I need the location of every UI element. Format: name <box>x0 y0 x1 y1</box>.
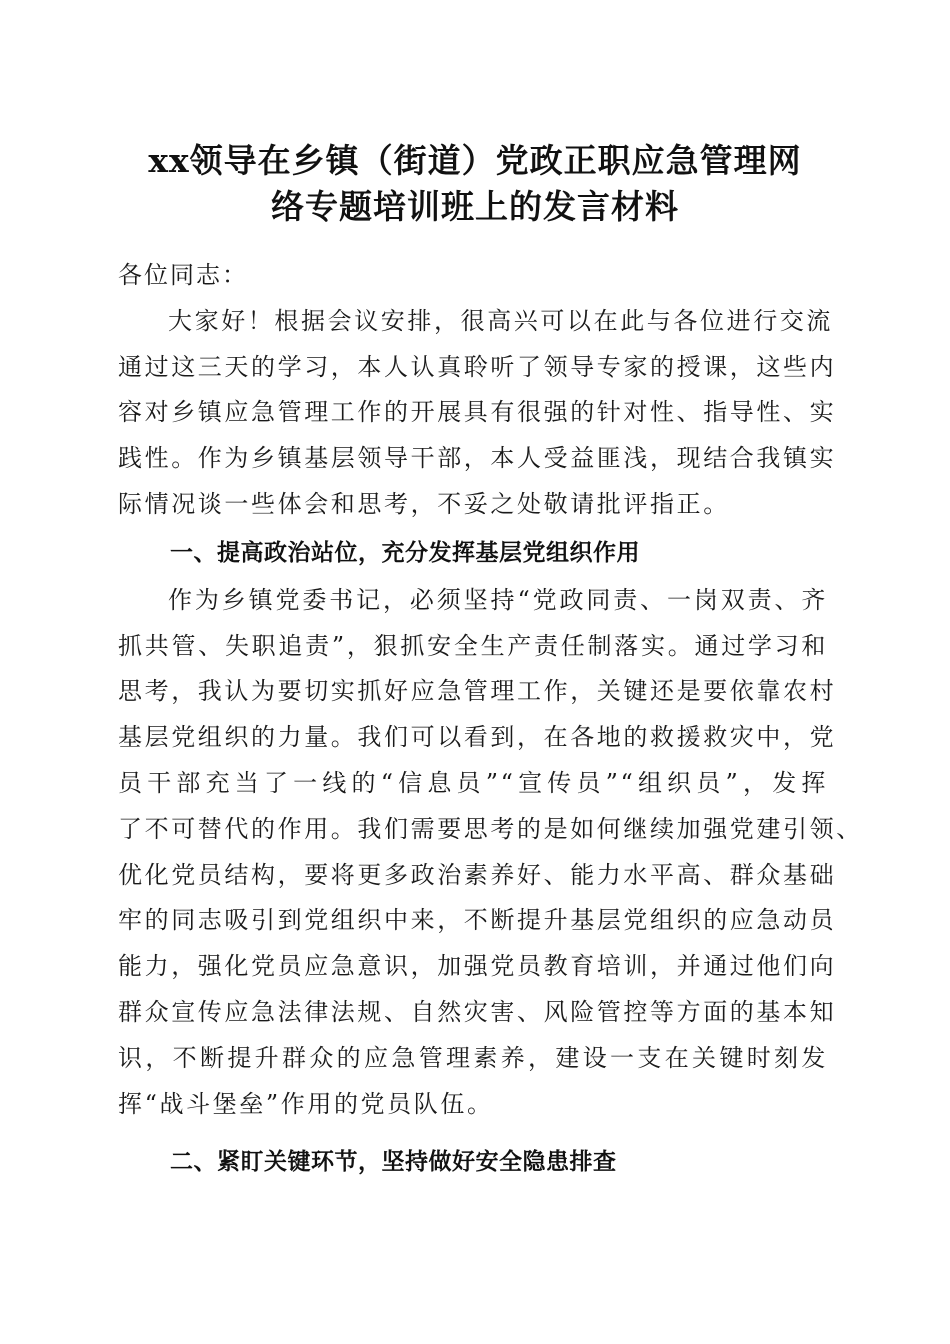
intro-paragraph <box>118 299 837 528</box>
section-1-line: 基层党组织的力量。我们可以看到，在各地的救援救灾中，党 <box>118 723 837 752</box>
section-1-line: 牢的同志吸引到党组织中来，不断提升基层党组织的应急动员 <box>118 906 837 935</box>
section-1-line: 能力，强化党员应急意识，加强党员教育培训，并通过他们向 <box>118 952 837 981</box>
intro-line: 践性。作为乡镇基层领导干部，本人受益匪浅，现结合我镇实 <box>118 444 837 473</box>
greeting: 各位同志： <box>118 261 248 289</box>
section-1-line: 思考，我认为要切实抓好应急管理工作，关键还是要依靠农村 <box>118 677 837 706</box>
section-1-line: 群众宣传应急法律法规、自然灾害、风险管控等方面的基本知 <box>118 997 837 1026</box>
document-body <box>118 253 863 1187</box>
section-1-line: 员干部充当了一线的“信息员”“宣传员”“组织员”，发挥 <box>118 768 828 797</box>
section-1-line: 抓共管、失职追责”，狠抓安全生产责任制落实。通过学习和 <box>118 631 828 660</box>
title-line-2: 络专题培训班上的发言材料 <box>271 187 679 226</box>
section-heading-2: 二、紧盯关键环节，坚持做好安全隐患排查 <box>170 1149 617 1176</box>
intro-line: 通过这三天的学习，本人认真聆听了领导专家的授课，这些内 <box>118 352 837 381</box>
section-heading-1: 一、提高政治站位，充分发挥基层党组织作用 <box>170 539 640 566</box>
section-1-line: 了不可替代的作用。我们需要思考的是如何继续加强党建引领、 <box>118 814 863 843</box>
intro-line: 容对乡镇应急管理工作的开展具有很强的针对性、指导性、实 <box>118 398 837 427</box>
intro-line: 大家好！根据会议安排，很高兴可以在此与各位进行交流 <box>168 306 833 335</box>
section-1-line: 识，不断提升群众的应急管理素养，建设一支在关键时刻发 <box>118 1043 828 1072</box>
intro-line: 际情况谈一些体会和思考，不妥之处敬请批评指正。 <box>118 489 730 518</box>
section-1-paragraph <box>118 578 863 1128</box>
section-1-line: 作为乡镇党委书记，必须坚持“党政同责、一岗双责、齐 <box>168 585 828 614</box>
document-title <box>100 138 850 230</box>
section-1-line: 优化党员结构，要将更多政治素养好、能力水平高、群众基础 <box>118 860 837 889</box>
section-1-line: 挥“战斗堡垒”作用的党员队伍。 <box>118 1089 494 1118</box>
title-line-1: xx领导在乡镇（街道）党政正职应急管理网 <box>148 141 802 180</box>
